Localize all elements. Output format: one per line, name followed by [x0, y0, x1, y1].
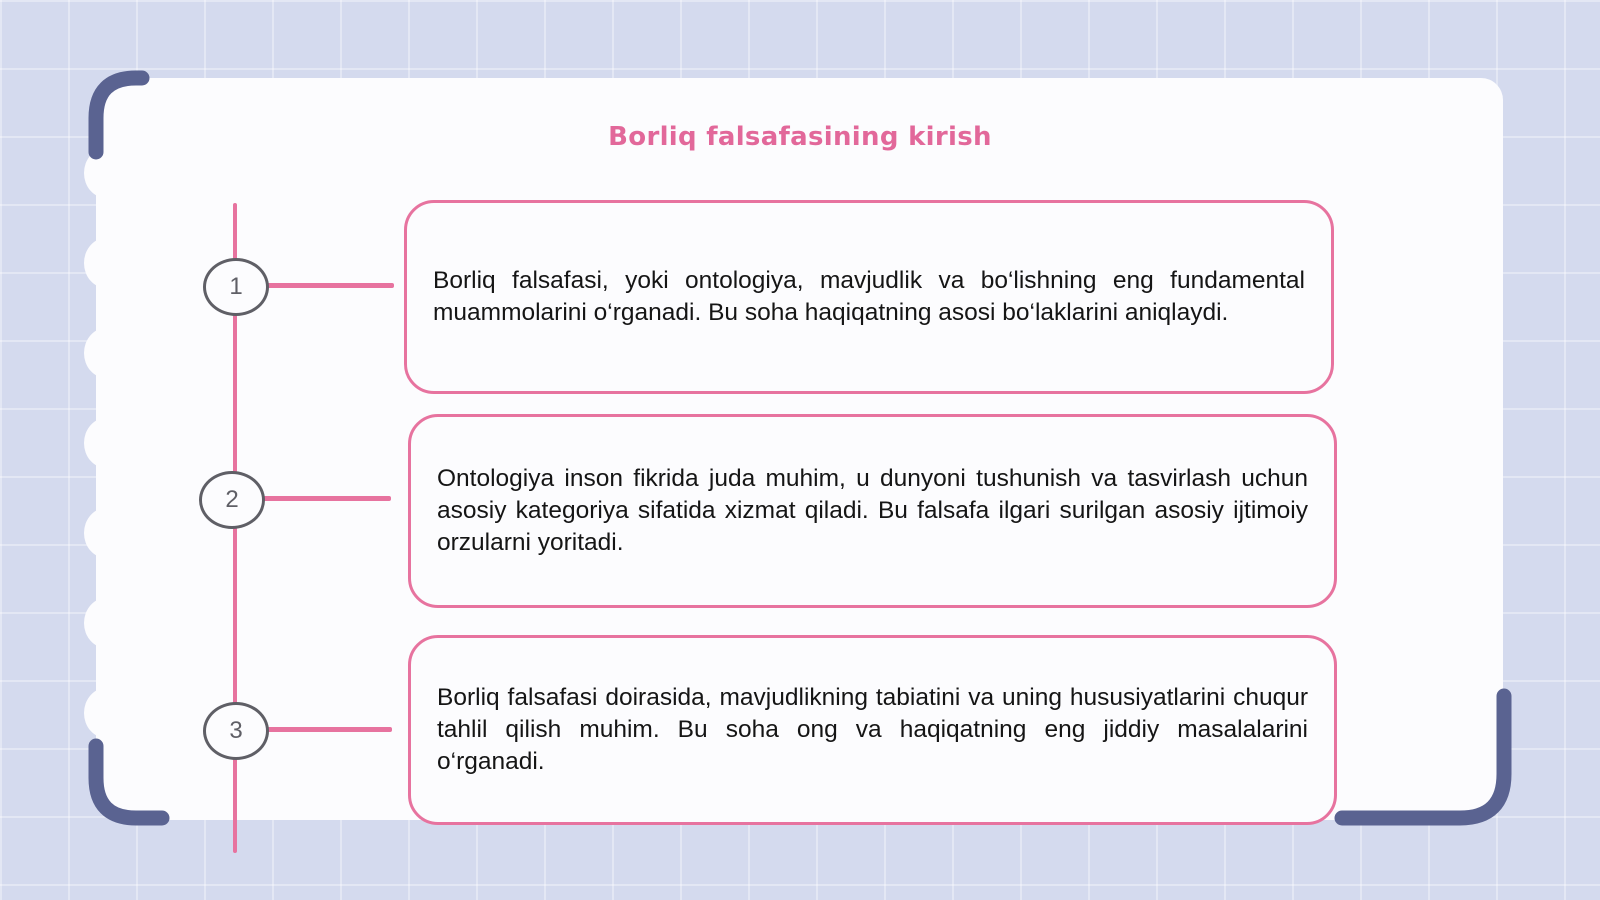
- step-number-badge: 2: [199, 471, 265, 529]
- timeline-connector: [266, 727, 392, 732]
- step-text-box: [408, 414, 1337, 608]
- timeline-connector: [263, 496, 391, 501]
- bottom-left-bracket-decoration: [84, 736, 180, 832]
- paper-scallop: [84, 688, 128, 738]
- step-number-badge: 3: [203, 702, 269, 760]
- step-description: Borliq falsafasi, yoki ontologiya, mavjudlik va bo‘lishning eng fundamental muammolarini o‘rganadi. Bu soha haqiqatning asosi bo‘laklarini aniqlaydi.: [433, 267, 1305, 326]
- step-description: Ontologiya inson fikrida juda muhim, u dunyoni tushunish va tasvirlash uchun asosiy kategoriya sifatida xizmat qiladi. Bu falsafa ilgari surilgan asosiy ijtimoiy orzularni yoritadi.: [437, 465, 1308, 556]
- bottom-right-bracket-decoration: [1332, 686, 1516, 832]
- paper-scallop: [84, 418, 128, 468]
- paper-scallop: [84, 238, 128, 288]
- step-text-box: [408, 635, 1337, 825]
- paper-scallop: [84, 328, 128, 378]
- step-number-badge: 1: [203, 258, 269, 316]
- step-text-box: [404, 200, 1334, 394]
- paper-scallop: [84, 508, 128, 558]
- timeline-connector: [266, 283, 394, 288]
- slide-title: Borliq falsafasining kirish: [608, 122, 992, 152]
- step-description: Borliq falsafasi doirasida, mavjudlikning tabiatini va uning hususiyatlarini chuqur tahlil qilish muhim. Bu soha ong va haqiqatning eng jiddiy masalalarini o‘rganadi.: [437, 684, 1308, 775]
- paper-scallop: [84, 598, 128, 648]
